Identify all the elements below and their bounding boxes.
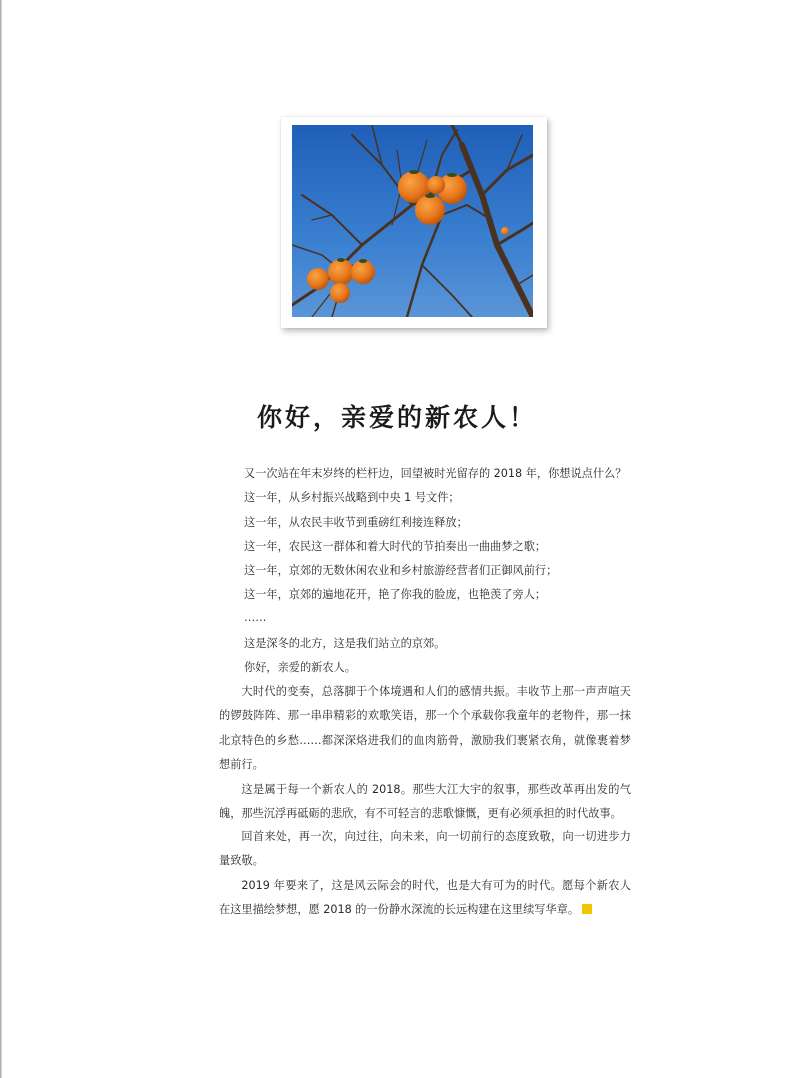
body-paragraph: 大时代的变奏，总落脚于个体境遇和人们的感情共振。丰收节上那一声声喧天的锣鼓阵阵、那一串串精彩的欢歌笑语，那一个个承载你我童年的老物件，那一抹北京特色的乡愁……都深深烙进我们的血肉筋骨，激励我们裹紧衣角，就像裹着梦想前行。 [219,685,631,771]
text-line: 这一年，农民这一群体和着大时代的节拍奏出一曲曲梦之歌； [244,540,547,553]
body-paragraph: 这是属于每一个新农人的 2018。那些大江大宇的叙事，那些改革再出发的气魄，那些沉浮再砥砺的悲欣，有不可轻言的悲歌慷慨，更有必须承担的时代故事。 [219,783,631,821]
text-line: 这一年，从农民丰收节到重磅红利接连释放； [244,516,468,529]
page-edge [0,0,2,1078]
body-paragraph: 回首来处，再一次，向过往，向未来，向一切前行的态度致敬，向一切进步力量致敬。 [219,830,631,868]
text-line: 你好，亲爱的新农人。 [244,661,356,674]
closing-text: 2019 年要来了，这是风云际会的时代，也是大有可为的时代。愿每个新农人在这里描绘梦想，愿 2018 的一份静水深流的长远构建在这里续写华章。 [219,879,631,917]
text-line: 这一年，从乡村振兴战略到中央 1 号文件； [244,491,460,504]
text-line: 又一次站在年末岁终的栏杆边，回望被时光留存的 2018 年，你想说点什么？ [244,467,627,480]
text-line: 这是深冬的北方，这是我们站立的京郊。 [244,637,446,650]
text-line: 这一年，京郊的无数休闲农业和乡村旅游经营者们正御风前行； [244,564,558,577]
end-mark-icon [582,904,592,914]
text-line: 这一年，京郊的遍地花开，艳了你我的脸庞，也艳羡了旁人； [244,588,547,601]
persimmon-image [292,125,533,317]
body-paragraph [219,874,631,923]
persimmon-photo [281,117,547,328]
ellipsis-line: …… [244,611,267,624]
page-title: 你好，亲爱的新农人！ [256,403,537,432]
